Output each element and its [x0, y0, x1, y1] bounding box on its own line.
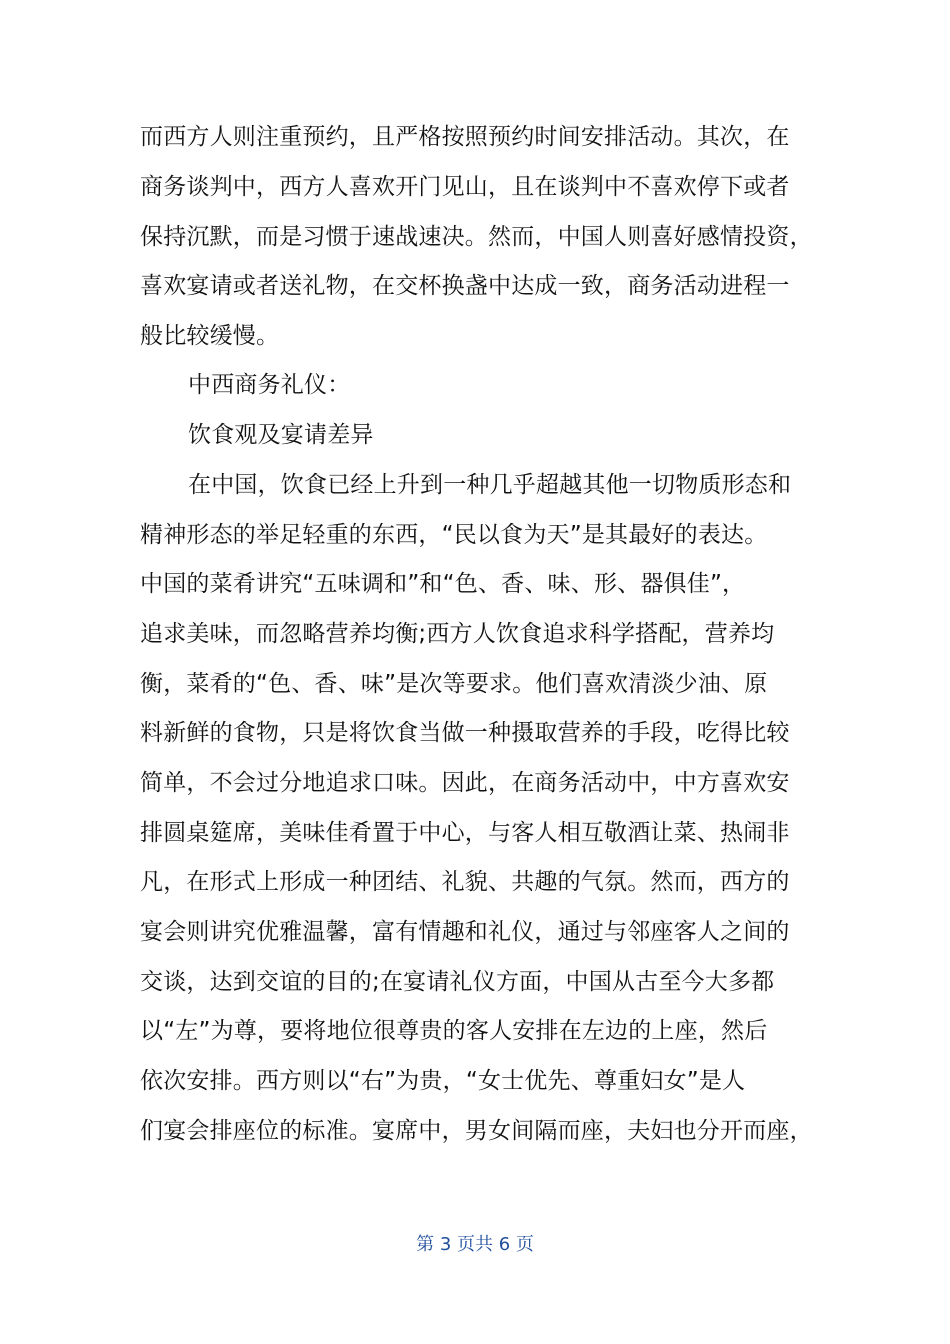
paragraph-line: 在中国，饮食已经上升到一种几乎超越其他一切物质形态和: [188, 472, 792, 498]
paragraph-line: 排圆桌筵席，美味佳肴置于中心，与客人相互敬酒让菜、热闹非: [140, 820, 790, 846]
section-heading: 中西商务礼仪：: [188, 372, 351, 398]
paragraph-line: 商务谈判中，西方人喜欢开门见山，且在谈判中不喜欢停下或者: [140, 174, 790, 200]
paragraph-line: 以“左”为尊，要将地位很尊贵的客人安排在左边的上座，然后: [140, 1018, 768, 1044]
paragraph-line: 衡，菜肴的“色、香、味”是次等要求。他们喜欢清淡少油、原: [140, 671, 768, 697]
paragraph-line: 们宴会排座位的标准。宴席中，男女间隔而座，夫妇也分开而座，: [140, 1118, 813, 1144]
paragraph-line: 保持沉默，而是习惯于速战速决。然而，中国人则喜好感情投资，: [140, 224, 813, 250]
paragraph-line: 交谈，达到交谊的目的;在宴请礼仪方面，中国从古至今大多都: [140, 969, 775, 995]
paragraph-line: 喜欢宴请或者送礼物，在交杯换盏中达成一致，商务活动进程一: [140, 273, 790, 299]
paragraph-line: 简单，不会过分地追求口味。因此，在商务活动中，中方喜欢安: [140, 770, 790, 796]
paragraph-line: 般比较缓慢。: [140, 323, 280, 349]
paragraph-line: 宴会则讲究优雅温馨，富有情趣和礼仪，通过与邻座客人之间的: [140, 919, 790, 945]
paragraph-line: 追求美味，而忽略营养均衡;西方人饮食追求科学搭配，营养均: [140, 621, 775, 647]
paragraph-line: 精神形态的举足轻重的东西，“民以食为天”是其最好的表达。: [140, 522, 768, 548]
paragraph-line: 而西方人则注重预约，且严格按照预约时间安排活动。其次，在: [140, 124, 790, 150]
paragraph-line: 凡，在形式上形成一种团结、礼貌、共趣的气氛。然而，西方的: [140, 869, 790, 895]
paragraph-line: 依次安排。西方则以“右”为贵，“女士优先、尊重妇女”是人: [140, 1068, 746, 1094]
paragraph-line: 料新鲜的食物，只是将饮食当做一种摄取营养的手段，吃得比较: [140, 720, 790, 746]
subsection-heading: 饮食观及宴请差异: [188, 422, 374, 448]
paragraph-line: 中国的菜肴讲究“五味调和”和“色、香、味、形、器俱佳”，: [140, 571, 746, 597]
page-number-footer: 第 3 页共 6 页: [416, 1234, 534, 1255]
